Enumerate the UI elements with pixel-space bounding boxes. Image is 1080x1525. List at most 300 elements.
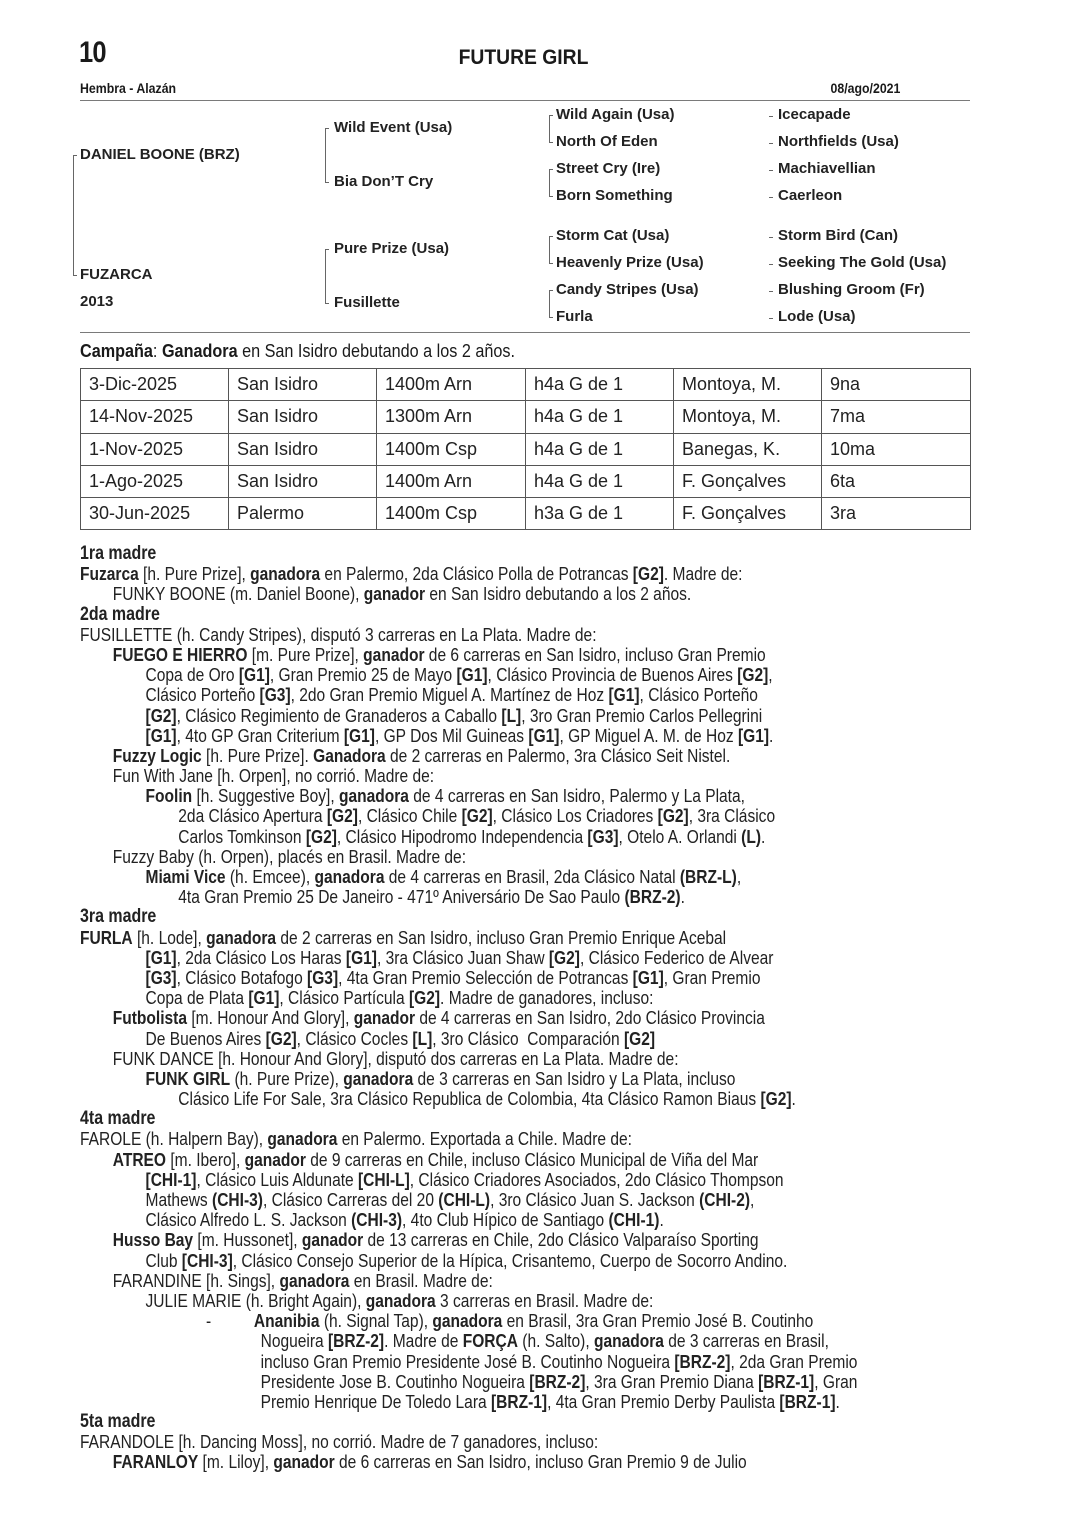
- pedigree-bracket: [549, 236, 550, 263]
- race-jockey: Montoya, M.: [674, 369, 822, 401]
- family-line: [80, 928, 903, 948]
- race-distance: 1400m Arn: [377, 465, 526, 497]
- family-line: [80, 1089, 903, 1109]
- text: [h. Pure Prize],: [138, 563, 251, 585]
- bold-text: [G1]: [528, 724, 560, 746]
- text: , 3ra Clásico Juan Shaw: [376, 946, 549, 968]
- bold-text: [G3]: [307, 966, 339, 988]
- race-condition: h4a G de 1: [526, 433, 674, 465]
- family-heading: [80, 1109, 903, 1129]
- pedigree-gen4: Icecapade: [778, 106, 851, 123]
- family-line: [80, 685, 903, 705]
- bold-text: ganador: [363, 583, 426, 605]
- family-line: [80, 766, 903, 786]
- race-distance: 1400m Csp: [377, 498, 526, 530]
- bold-text: 2da madre: [80, 603, 160, 625]
- text: , 4to GP Gran Criterium: [176, 724, 344, 746]
- text: , Clásico Regimiento de Granaderos a Caballo: [176, 704, 502, 726]
- family-line: [80, 726, 903, 746]
- bold-text: Foolin: [145, 785, 193, 807]
- race-position: 3ra: [822, 498, 971, 530]
- bold-text: [G3]: [259, 684, 291, 706]
- pedigree-tick: [549, 196, 553, 197]
- text: , Clásico Chile: [357, 805, 462, 827]
- text: ,: [768, 664, 773, 686]
- race-table: [80, 368, 971, 530]
- race-jockey: F. Gonçalves: [674, 465, 822, 497]
- bold-text: ganadora: [432, 1310, 503, 1332]
- pedigree-gen4: Machiavellian: [778, 160, 876, 177]
- family-line: [80, 1331, 903, 1351]
- campaign-text: en San Isidro debutando a los 2 años.: [237, 341, 515, 361]
- pedigree-gen4: Seeking The Gold (Usa): [778, 254, 947, 271]
- text: , 4ta Gran Premio Derby Paulista: [547, 1390, 780, 1412]
- race-row: [81, 433, 971, 465]
- pedigree-dam: FUZARCA: [80, 266, 153, 283]
- family-line: [80, 1452, 903, 1472]
- text: de 4 carreras en Brasil, 2da Clásico Natal: [384, 866, 680, 887]
- pedigree-gen4: Lode (Usa): [778, 308, 856, 325]
- pedigree-dam-sire: Pure Prize (Usa): [334, 240, 450, 257]
- text: , Clásico Botafogo: [176, 966, 308, 988]
- pedigree-bracket: [549, 290, 550, 317]
- bold-text: [L]: [412, 1027, 433, 1049]
- bold-text: (CHI-3): [351, 1209, 403, 1231]
- pedigree-dash: [769, 170, 773, 171]
- bold-text: (CHI-2): [699, 1189, 751, 1210]
- text: .: [659, 1209, 664, 1231]
- race-position: 9na: [822, 369, 971, 401]
- text: , Clásico Provincia de Buenos Aires: [487, 664, 738, 686]
- text: Carlos Tomkinson: [178, 825, 306, 847]
- text: . Madre de ganadores, incluso:: [440, 987, 654, 1009]
- bold-text: (BRZ-L): [679, 866, 737, 887]
- family-line: [80, 665, 903, 685]
- family-line: [80, 1029, 903, 1049]
- bold-text: FORÇA: [462, 1330, 518, 1352]
- race-distance: 1300m Arn: [377, 401, 526, 433]
- pedigree-gen3: Candy Stripes (Usa): [556, 281, 699, 298]
- family-line: [80, 1311, 903, 1331]
- bold-text: (CHI-3): [212, 1189, 263, 1210]
- text: , GP Dos Mil Guineas: [374, 724, 529, 746]
- text: , Clásico Partícula: [279, 987, 409, 1009]
- text: incluso Gran Premio Presidente José B. Coutinho Nogueira: [260, 1350, 675, 1372]
- text: , Clásico Cocles: [296, 1027, 413, 1049]
- campaign-colon: :: [152, 341, 158, 361]
- bold-text: [BRZ-1]: [779, 1390, 836, 1412]
- bold-text: (CHI-1): [608, 1209, 660, 1231]
- race-distance: 1400m Csp: [377, 433, 526, 465]
- text: ,: [750, 1189, 755, 1210]
- pedigree-dash: [769, 291, 773, 292]
- race-track: San Isidro: [229, 369, 377, 401]
- pedigree-gen4: Northfields (Usa): [778, 133, 899, 150]
- text: , 3ra Clásico: [688, 805, 776, 827]
- pedigree-tick: [325, 182, 329, 183]
- family-section: [80, 544, 1060, 1473]
- bold-text: [BRZ-1]: [490, 1390, 548, 1412]
- text: , Gran Premio 25 de Mayo: [269, 664, 457, 686]
- pedigree-tick: [549, 236, 553, 237]
- bold-text: 4ta madre: [80, 1108, 156, 1130]
- text: (h. Emcee),: [225, 866, 315, 887]
- family-line: [80, 1069, 903, 1089]
- pedigree-gen3: Storm Cat (Usa): [556, 227, 670, 244]
- family-line: [80, 1150, 903, 1170]
- bold-text: 5ta madre: [80, 1411, 156, 1433]
- text: 3 carreras en Brasil. Madre de:: [435, 1289, 654, 1311]
- race-date: 3-Dic-2025: [81, 369, 229, 401]
- family-line: [80, 1251, 903, 1271]
- bold-text: [G2]: [305, 825, 337, 847]
- pedigree-tick: [549, 142, 553, 143]
- family-line: [80, 867, 903, 887]
- race-distance: 1400m Arn: [377, 369, 526, 401]
- bold-text: ganador: [273, 1451, 335, 1473]
- text: , 3ro Gran Premio Carlos Pellegrini: [521, 704, 763, 726]
- text: Clásico Alfredo L. S. Jackson: [145, 1209, 352, 1231]
- pedigree-gen3: North Of Eden: [556, 133, 658, 150]
- bold-text: Miami Vice: [145, 866, 226, 887]
- family-line: [80, 1432, 903, 1452]
- pedigree-gen4: Storm Bird (Can): [778, 227, 898, 244]
- bold-text: FURLA: [80, 926, 133, 948]
- bold-text: [G2]: [632, 563, 664, 585]
- family-line: [80, 1372, 903, 1392]
- text: de 4 carreras en San Isidro, 2do Clásico Provincia: [415, 1007, 765, 1029]
- pedigree-dash: [769, 143, 773, 144]
- family-line: [80, 746, 903, 766]
- text: (h. Pure Prize),: [230, 1067, 344, 1089]
- text: FARANDOLE [h. Dancing Moss], no corrió. Madre de 7 ganadores, incluso:: [80, 1431, 599, 1453]
- text: de 3 carreras en Brasil,: [663, 1330, 829, 1352]
- family-line: [80, 1210, 903, 1230]
- text: de 9 carreras en Chile, incluso Clásico Municipal de Viña del Mar: [305, 1148, 759, 1170]
- family-line: [80, 1049, 903, 1069]
- text: De Buenos Aires: [145, 1027, 266, 1049]
- text: [h. Suggestive Boy],: [192, 785, 339, 807]
- bold-text: [G1]: [632, 966, 664, 988]
- pedigree-dash: [769, 318, 773, 319]
- race-track: Palermo: [229, 498, 377, 530]
- bold-text: Fuzarca: [80, 563, 139, 585]
- bold-text: [G1]: [238, 664, 270, 686]
- text: , 3ro Clásico Juan S. Jackson: [490, 1189, 700, 1210]
- pedigree-tick: [549, 169, 553, 170]
- text: Clásico Life For Sale, 3ra Clásico Republica de Colombia, 4ta Clásico Ramon Biaus: [178, 1088, 761, 1110]
- campaign-status: Ganadora: [161, 341, 238, 361]
- bold-text: [G1]: [608, 684, 640, 706]
- text: [h. Pure Prize].: [201, 744, 314, 766]
- header-divider: [80, 100, 970, 101]
- text: FARANDINE [h. Sings],: [112, 1269, 280, 1291]
- pedigree-divider: [80, 332, 970, 333]
- race-condition: h3a G de 1: [526, 498, 674, 530]
- race-date: 1-Ago-2025: [81, 465, 229, 497]
- bold-text: [BRZ-1]: [758, 1370, 815, 1392]
- pedigree-bracket: [549, 115, 550, 142]
- text: Clásico Porteño: [145, 684, 260, 706]
- text: , 2da Clásico Los Haras: [176, 946, 346, 968]
- pedigree-gen3: Wild Again (Usa): [556, 106, 675, 123]
- bold-text: Fuzzy Logic: [112, 744, 202, 766]
- bold-text: [G2]: [326, 805, 358, 827]
- text: de 13 carreras en Chile, 2do Clásico Valparaíso Sporting: [363, 1229, 759, 1251]
- bold-text: [G1]: [343, 724, 375, 746]
- text: , Clásico Federico de Alvear: [579, 946, 774, 968]
- pedigree-bracket: [325, 128, 326, 182]
- race-jockey: Banegas, K.: [674, 433, 822, 465]
- bold-text: ganadora: [206, 926, 277, 948]
- pedigree-tick: [549, 290, 553, 291]
- bold-text: Ganadora: [313, 744, 386, 766]
- family-line: [80, 827, 903, 847]
- bold-text: [G2]: [737, 664, 769, 686]
- family-line: [80, 1271, 903, 1291]
- pedigree-sire-dam: Bia Don’T Cry: [334, 173, 434, 190]
- race-row: [81, 465, 971, 497]
- bold-text: Husso Bay: [112, 1229, 194, 1251]
- bold-text: ganadora: [279, 1269, 350, 1291]
- text: , Clásico Luis Aldunate: [196, 1168, 359, 1190]
- text: [m. Ibero],: [166, 1148, 245, 1170]
- family-heading: [80, 544, 903, 564]
- text: FUNKY BOONE (m. Daniel Boone),: [112, 583, 364, 605]
- bold-text: [BRZ-2]: [327, 1330, 385, 1352]
- pedigree-tick: [73, 155, 77, 156]
- race-row: [81, 401, 971, 433]
- bold-text: [G2]: [760, 1088, 792, 1110]
- text: Premio Henrique De Toledo Lara: [260, 1390, 491, 1412]
- bold-text: ganador: [244, 1148, 306, 1170]
- text: [m. Pure Prize],: [247, 643, 364, 665]
- race-row: [81, 498, 971, 530]
- race-condition: h4a G de 1: [526, 401, 674, 433]
- race-date: 30-Jun-2025: [81, 498, 229, 530]
- bold-text: [G2]: [461, 805, 493, 827]
- horse-name: FUTURE GIRL: [458, 46, 589, 69]
- family-line: [80, 847, 903, 867]
- family-line: [80, 968, 903, 988]
- bullet-dash: -: [206, 1310, 212, 1332]
- bold-text: ganadora: [250, 563, 321, 585]
- bold-text: Ananibia: [253, 1310, 320, 1332]
- bold-text: (L): [741, 825, 762, 847]
- text: .: [680, 886, 685, 908]
- bold-text: [G2]: [657, 805, 689, 827]
- bold-text: [G1]: [345, 946, 377, 968]
- race-row: [81, 369, 971, 401]
- text: Fuzzy Baby (h. Orpen), placés en Brasil. Madre de:: [112, 845, 467, 867]
- bold-text: [G3]: [145, 966, 177, 988]
- text: , 2da Gran Premio: [730, 1350, 858, 1372]
- campaign-label: Campaña: [80, 341, 153, 361]
- bold-text: ganadora: [314, 866, 385, 887]
- text: .: [761, 825, 766, 847]
- text: , Clásico Carreras del 20: [262, 1189, 439, 1210]
- text: , Clásico Los Criadores: [492, 805, 658, 827]
- pedigree-dash: [769, 237, 773, 238]
- bold-text: 1ra madre: [80, 543, 157, 564]
- text: Copa de Plata: [145, 987, 249, 1009]
- text: , 4to Club Hípico de Santiago: [402, 1209, 609, 1231]
- pedigree-tick: [325, 128, 329, 129]
- text: FAROLE (h. Halpern Bay),: [80, 1128, 268, 1150]
- race-track: San Isidro: [229, 433, 377, 465]
- text: [m. Liloy],: [198, 1451, 274, 1473]
- race-track: San Isidro: [229, 465, 377, 497]
- pedigree-tick: [73, 275, 77, 276]
- family-line: [80, 1170, 903, 1190]
- bold-text: (BRZ-2): [624, 886, 681, 908]
- pedigree-tick: [549, 317, 553, 318]
- pedigree-gen3: Street Cry (Ire): [556, 160, 661, 177]
- pedigree-gen3: Heavenly Prize (Usa): [556, 254, 704, 271]
- text: de 2 carreras en Palermo, 3ra Clásico Seit Nistel.: [385, 744, 731, 766]
- text: de 6 carreras en San Isidro, incluso Gran Premio 9 de Julio: [334, 1451, 747, 1473]
- text: en Palermo, 2da Clásico Polla de Potrancas: [320, 563, 633, 585]
- text: , Gran: [814, 1370, 858, 1392]
- text: . Madre de: [384, 1330, 463, 1352]
- race-track: San Isidro: [229, 401, 377, 433]
- text: Club: [145, 1249, 182, 1271]
- text: , 3ro Clásico Comparación: [432, 1027, 624, 1049]
- text: FUNK DANCE [h. Honour And Glory], disputó dos carreras en La Plata. Madre de:: [112, 1047, 679, 1069]
- pedigree-dash: [769, 264, 773, 265]
- text: [m. Hussonet],: [193, 1229, 302, 1251]
- bold-text: [BRZ-2]: [674, 1350, 731, 1372]
- pedigree-sire-sire: Wild Event (Usa): [334, 119, 453, 136]
- catalog-number: 10: [79, 36, 106, 69]
- text: (h. Signal Tap),: [319, 1310, 433, 1332]
- text: de 2 carreras en San Isidro, incluso Gran Premio Enrique Acebal: [276, 926, 727, 948]
- pedigree-gen4: Blushing Groom (Fr): [778, 281, 925, 298]
- family-line: [80, 806, 903, 826]
- bold-text: ATREO: [112, 1148, 167, 1170]
- text: de 3 carreras en San Isidro y La Plata, incluso: [413, 1067, 736, 1089]
- text: de 4 carreras en San Isidro, Palermo y La Plata,: [408, 785, 745, 807]
- bold-text: 3ra madre: [80, 906, 157, 928]
- text: , 2do Gran Premio Miguel A. Martínez de Hoz: [290, 684, 609, 706]
- family-line: [80, 1230, 903, 1250]
- bold-text: [BRZ-2]: [529, 1370, 586, 1392]
- bold-text: FARANLOY: [112, 1451, 199, 1473]
- family-line: [80, 1129, 903, 1149]
- bold-text: [G1]: [737, 724, 770, 746]
- bold-text: ganadora: [365, 1289, 436, 1311]
- pedigree-bracket: [549, 169, 550, 196]
- pedigree-tick: [549, 263, 553, 264]
- bold-text: [G2]: [548, 946, 580, 968]
- text: de 6 carreras en San Isidro, incluso Gran Premio: [424, 643, 766, 665]
- family-heading: [80, 907, 903, 927]
- text: Mathews: [145, 1189, 213, 1210]
- race-jockey: F. Gonçalves: [674, 498, 822, 530]
- family-line: [80, 584, 903, 604]
- bold-text: [G1]: [456, 664, 488, 686]
- family-heading: [80, 605, 903, 625]
- text: 4ta Gran Premio 25 De Janeiro - 471º Aniversário De Sao Paulo: [178, 886, 625, 908]
- text: , 4ta Gran Premio Selección de Potrancas: [338, 966, 633, 988]
- family-line: [80, 1291, 903, 1311]
- pedigree-sire: DANIEL BOONE (BRZ): [80, 146, 240, 163]
- text: Nogueira: [260, 1330, 328, 1352]
- family-line: [80, 887, 903, 907]
- text: ,: [736, 866, 742, 887]
- race-condition: h4a G de 1: [526, 369, 674, 401]
- text: , Clásico Hipodromo Independencia: [336, 825, 588, 847]
- family-line: [80, 564, 903, 584]
- race-date: 14-Nov-2025: [81, 401, 229, 433]
- bold-text: ganadora: [343, 1067, 414, 1089]
- text: . Madre de:: [663, 563, 743, 585]
- pedigree-bracket: [325, 249, 326, 303]
- family-line: [80, 645, 903, 665]
- bold-text: FUNK GIRL: [145, 1067, 231, 1089]
- bold-text: [L]: [501, 704, 522, 726]
- race-position: 7ma: [822, 401, 971, 433]
- text: , Gran Premio: [663, 966, 761, 988]
- text: .: [835, 1390, 840, 1412]
- pedigree-dash: [769, 197, 773, 198]
- bold-text: (CHI-L): [438, 1189, 491, 1210]
- family-line: [80, 625, 903, 645]
- race-date: 1-Nov-2025: [81, 433, 229, 465]
- text: , Otelo A. Orlandi: [618, 825, 742, 847]
- bold-text: [G1]: [145, 724, 177, 746]
- text: .: [791, 1088, 796, 1110]
- birth-date: 08/ago/2021: [830, 80, 900, 96]
- bold-text: FUEGO E HIERRO: [112, 643, 248, 665]
- text: , Clásico Porteño: [639, 684, 758, 706]
- bold-text: ganador: [301, 1229, 364, 1251]
- bold-text: [CHI-1]: [145, 1168, 197, 1190]
- pedigree-dam-year: 2013: [80, 293, 114, 310]
- family-line: [80, 1008, 903, 1028]
- text: JULIE MARIE (h. Bright Again),: [145, 1289, 366, 1311]
- bold-text: ganador: [353, 1007, 416, 1029]
- sex-color: Hembra - Alazán: [80, 80, 177, 96]
- pedigree-dash: [769, 116, 773, 117]
- text: Fun With Jane [h. Orpen], no corrió. Madre de:: [112, 765, 435, 787]
- family-line: [80, 1392, 903, 1412]
- bold-text: [G2]: [623, 1027, 656, 1049]
- bold-text: ganadora: [267, 1128, 338, 1150]
- race-jockey: Montoya, M.: [674, 401, 822, 433]
- pedigree-gen3: Born Something: [556, 187, 673, 204]
- text: en Palermo. Exportada a Chile. Madre de:: [337, 1128, 632, 1150]
- campaign-summary: [80, 341, 515, 362]
- pedigree-bracket: [73, 155, 74, 275]
- bold-text: [CHI-L]: [358, 1168, 410, 1190]
- text: en Brasil. Madre de:: [349, 1269, 493, 1291]
- bold-text: Futbolista: [112, 1007, 188, 1029]
- pedigree-gen3: Furla: [556, 308, 593, 325]
- family-heading: [80, 1412, 903, 1432]
- pedigree-tick: [549, 115, 553, 116]
- text: (h. Salto),: [517, 1330, 594, 1352]
- text: en Brasil, 3ra Gran Premio José B. Coutinho: [502, 1310, 814, 1332]
- bold-text: ganador: [363, 643, 425, 665]
- bold-text: ganadora: [593, 1330, 664, 1352]
- text: , 3ra Gran Premio Diana: [585, 1370, 759, 1392]
- bold-text: [G3]: [587, 825, 619, 847]
- text: FUSILLETTE (h. Candy Stripes), disputó 3 carreras en La Plata. Madre de:: [80, 623, 597, 645]
- bold-text: [CHI-3]: [181, 1249, 233, 1271]
- pedigree-tick: [325, 303, 329, 304]
- text: Presidente Jose B. Coutinho Nogueira: [260, 1370, 530, 1392]
